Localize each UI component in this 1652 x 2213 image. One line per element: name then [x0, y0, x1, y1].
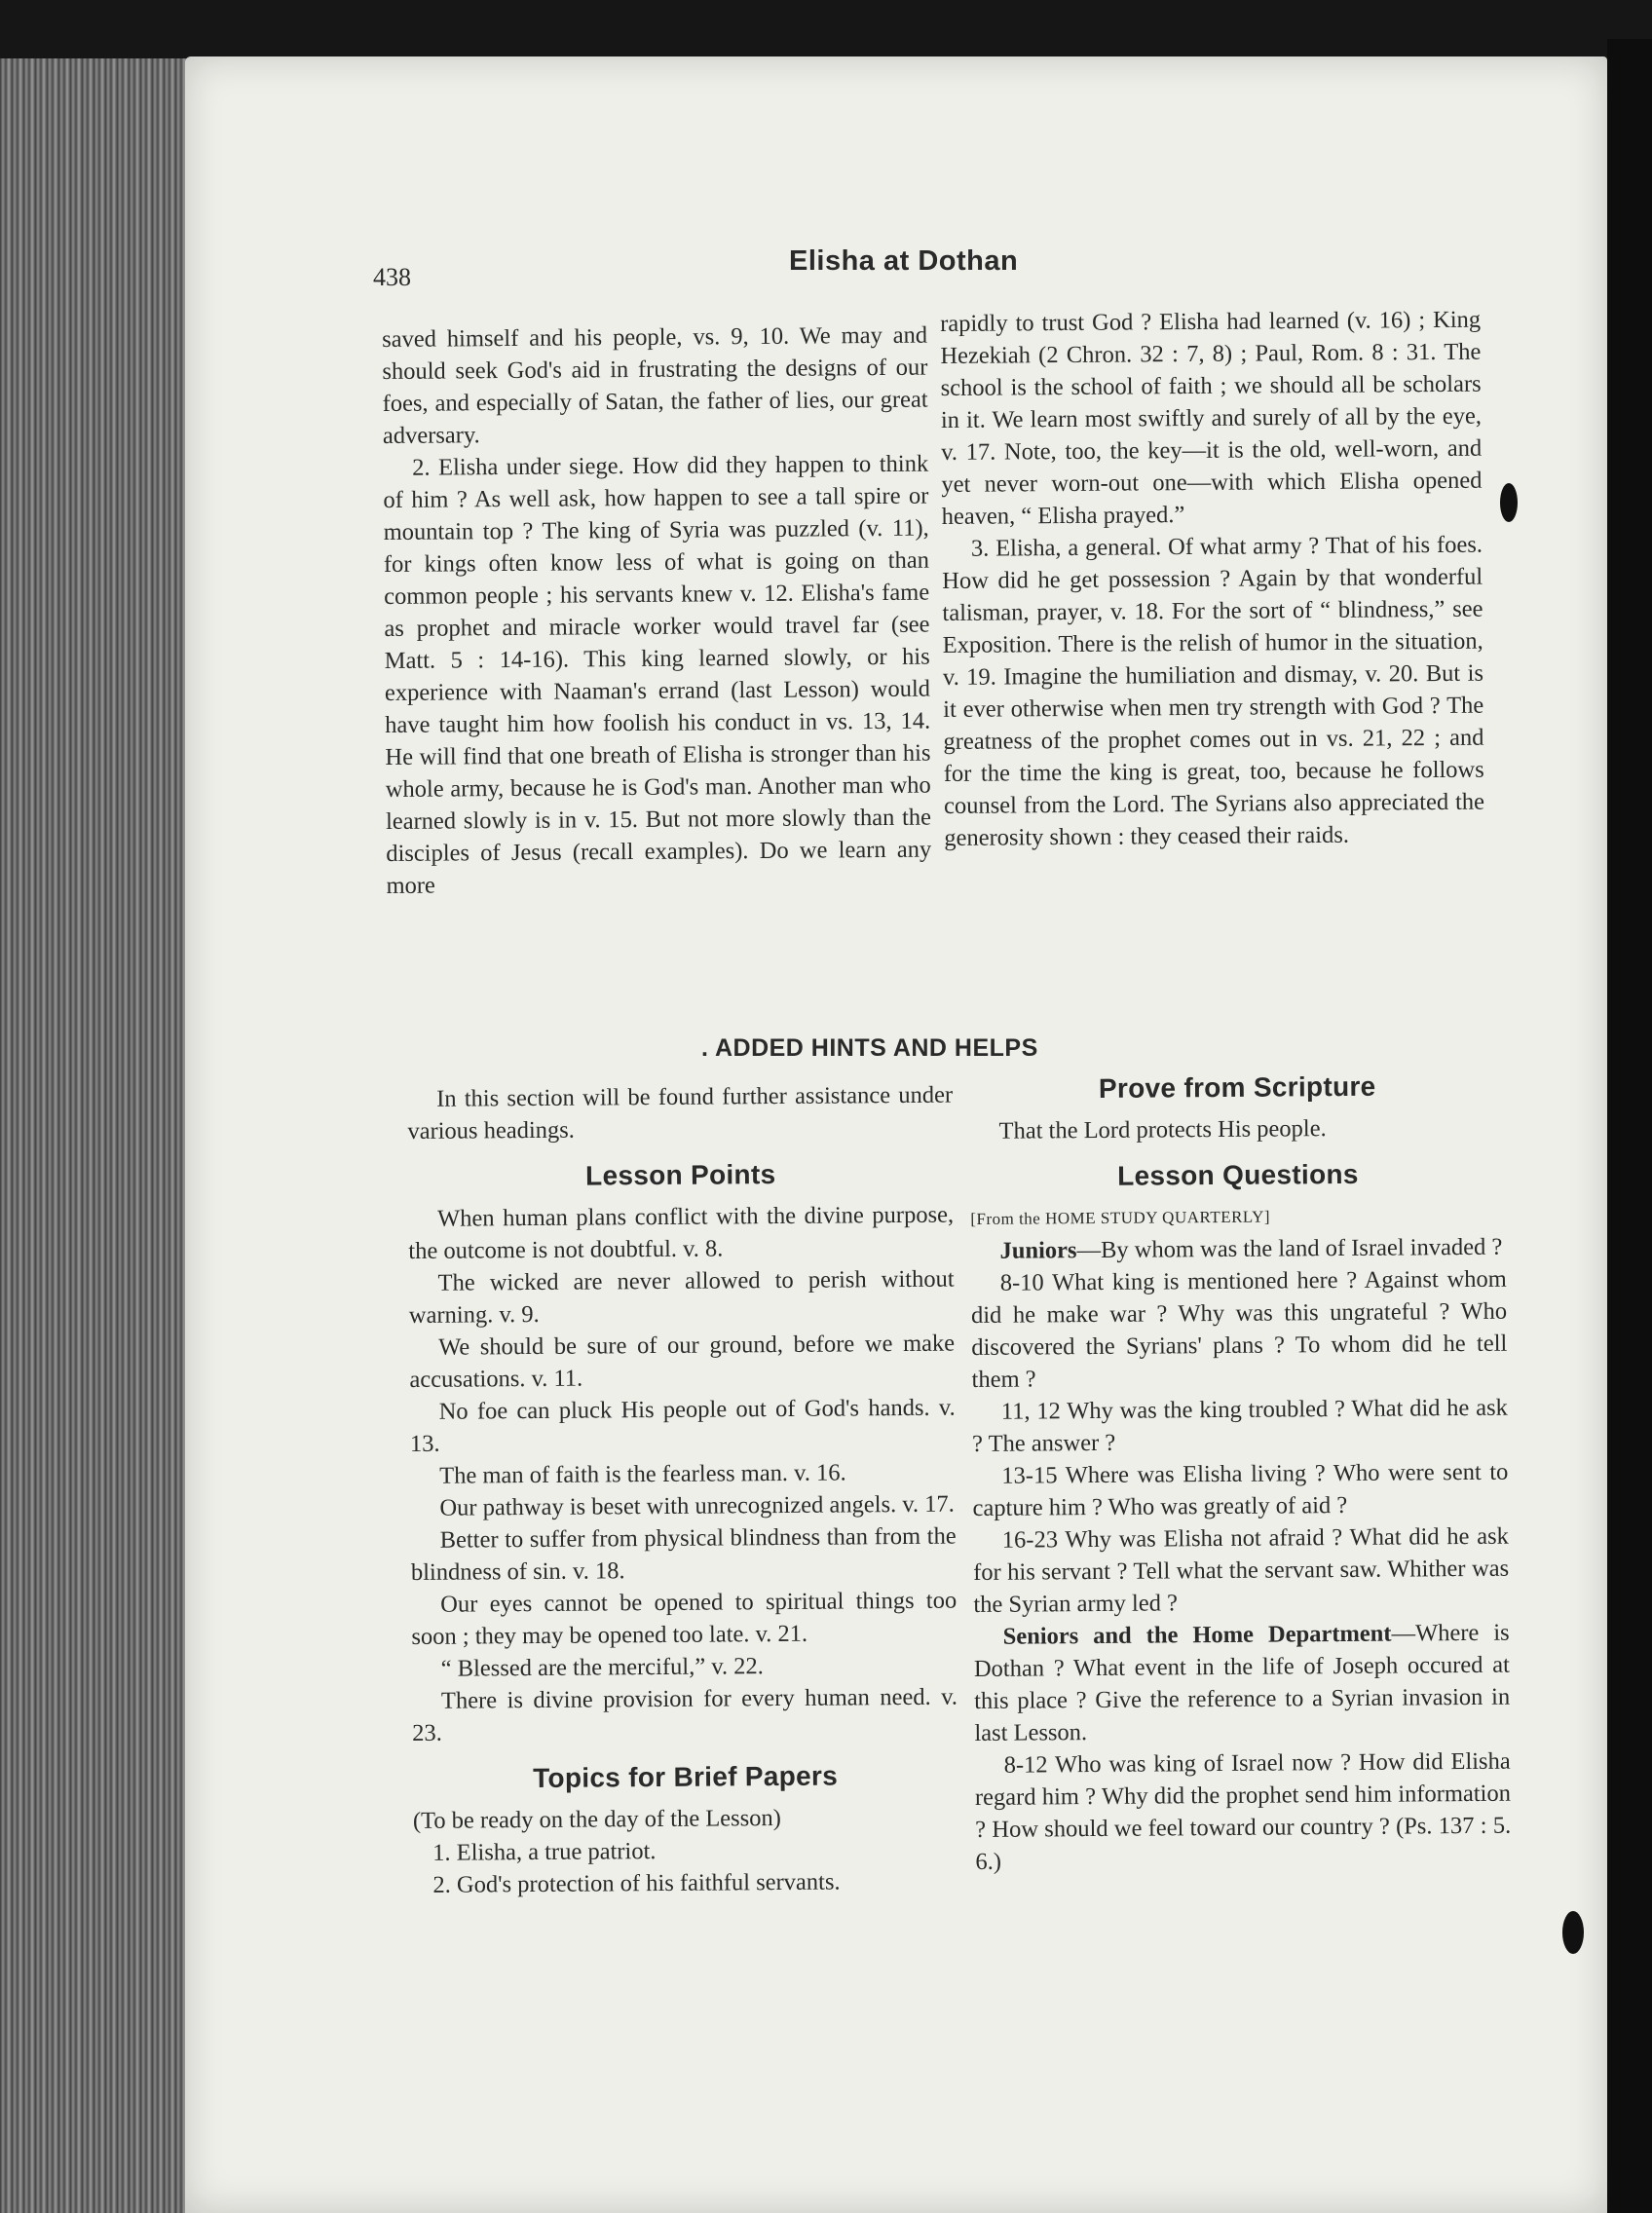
paragraph: rapidly to trust God ? Elisha had learned (v. 16) ; King Hezekiah (2 Chron. 32 : 7, 8) ; Paul, Rom. 8 : 31. The school is the school of faith ; we should all be scholars in it. We learn most swiftly and surely of all by the eye, v. 17. Note, too, the key—it is the old, well-worn, and yet never worn-out one—with which Elisha opened heaven, “ Elisha prayed.”	[940, 306, 1483, 530]
section-heading: . ADDED HINTS AND HELPS	[701, 1034, 1038, 1062]
lesson-point: Our pathway is beset with unrecognized angels. v. 17.	[439, 1490, 955, 1521]
binding-hole-top	[1500, 483, 1518, 522]
column-left-bottom	[407, 1079, 959, 1901]
lesson-point: There is divine provision for every human need. v. 23.	[412, 1683, 958, 1746]
juniors-label: Juniors	[999, 1237, 1077, 1264]
lesson-point: Better to suffer from physical blindness than from the blindness of sin. v. 18.	[410, 1522, 957, 1586]
prove-text: That the Lord protects His people.	[998, 1115, 1327, 1144]
intro-paragraph: In this section will be found further assistance under various headings.	[407, 1081, 954, 1144]
topics-heading: Topics for Brief Papers	[533, 1760, 839, 1794]
column-right-bottom	[969, 1056, 1512, 1878]
question: 13-15 Where was Elisha living ? Who were sent to capture him ? Who was greatly of aid ?	[972, 1458, 1509, 1521]
topic-item: 1. Elisha, a true patriot.	[432, 1838, 657, 1866]
prove-heading: Prove from Scripture	[1098, 1070, 1376, 1104]
seniors-intro-text: —Where is Dothan ? What event in the life of Joseph occured at this place ? Give the reference to a Syrian invasion in last Lesson.	[973, 1619, 1511, 1746]
question: 8-12 Who was king of Israel now ? How did Elisha regard him ? Why did the prophet send him information ? How should we feel toward our country ? (Ps. 137 : 5. 6.)	[974, 1747, 1512, 1875]
topics-note: (To be ready on the day of the Lesson)	[412, 1805, 781, 1834]
lesson-point: Our eyes cannot be opened to spiritual things too soon ; they may be opened too late. v. 21.	[411, 1587, 957, 1650]
binding-hole-bottom	[1562, 1911, 1584, 1954]
column-left-top	[382, 319, 932, 902]
lesson-point: When human plans conflict with the divine purpose, the outcome is not doubtful. v. 8.	[408, 1201, 955, 1264]
question: 11, 12 Why was the king troubled ? What did he ask ? The answer ?	[971, 1394, 1508, 1457]
scan-background-strip	[1607, 39, 1652, 2213]
lesson-point: “ Blessed are the merciful,” v. 22.	[440, 1653, 764, 1682]
lesson-points-heading: Lesson Points	[584, 1159, 776, 1191]
juniors-intro	[970, 1231, 1506, 1267]
paragraph: saved himself and his people, vs. 9, 10. We may and should seek God's aid in frustrating the designs of our foes, and especially of Satan, the father of lies, our great adversary.	[382, 321, 928, 449]
paragraph: 2. Elisha under siege. How did they happen to think of him ? As well ask, how happen to see a tall spire or mountain top ? The king of Syria was puzzled (v. 11), for kings often know less of what is going on than common people ; his servants knew v. 12. Elisha's fame as prophet and miracle worker would travel far (see Matt. 5 : 14-16). This king learned slowly, or his experience with Naaman's errand (last Lesson) would have taught him how foolish his conduct in vs. 13, 14. He will find that one breath of Elisha is stronger than his whole army, because he is God's man. Another man who learned slowly is in v. 15. But not more slowly than the disciples of Jesus (recall examples). Do we learn any more	[383, 450, 932, 899]
questions-heading: Lesson Questions	[1117, 1158, 1359, 1191]
topic-item: 2. God's protection of his faithful servants.	[432, 1868, 841, 1898]
column-right-top	[940, 304, 1484, 854]
paragraph: 3. Elisha, a general. Of what army ? That of his foes. How did he get possession ? Again by that wonderful talisman, prayer, v. 18. For the sort of “ blindness,” see Exposition. There is the relish of humor in the situation, v. 19. Imagine the humiliation and dismay, v. 20. But is it ever otherwise when men try strength with God ? The greatness of the prophet comes out in vs. 21, 22 ; and for the time the king is great, too, because he follows counsel from the Lord. The Syrians also appreciated the generosity shown : they ceased their raids.	[942, 531, 1485, 851]
seniors-label: Seniors and the Home Department	[1002, 1620, 1392, 1650]
juniors-intro-text: —By whom was the land of Israel invaded ?	[1076, 1233, 1503, 1264]
lesson-point: We should be sure of our ground, before we make accusations. v. 11.	[409, 1330, 956, 1393]
running-head: Elisha at Dothan	[789, 245, 1019, 277]
lesson-point: The wicked are never allowed to perish without warning. v. 9.	[408, 1265, 955, 1329]
seniors-intro	[974, 1617, 1511, 1749]
questions-source: [From the HOME STUDY QUARTERLY]	[970, 1207, 1271, 1228]
page-number: 438	[373, 263, 411, 291]
question: 16-23 Why was Elisha not afraid ? What did he ask for his servant ? Tell what the servant saw. Whither was the Syrian army led ?	[973, 1522, 1510, 1618]
question: 8-10 What king is mentioned here ? Against whom did he make war ? Why was this ungrateful ? Who discovered the Syrians' plans ? To whom did he tell them ?	[970, 1265, 1508, 1393]
book-page-edges	[0, 58, 200, 2213]
lesson-point: No foe can pluck His people out of God's hands. v. 13.	[409, 1394, 956, 1457]
lesson-point: The man of faith is the fearless man. v. 16.	[439, 1459, 846, 1489]
